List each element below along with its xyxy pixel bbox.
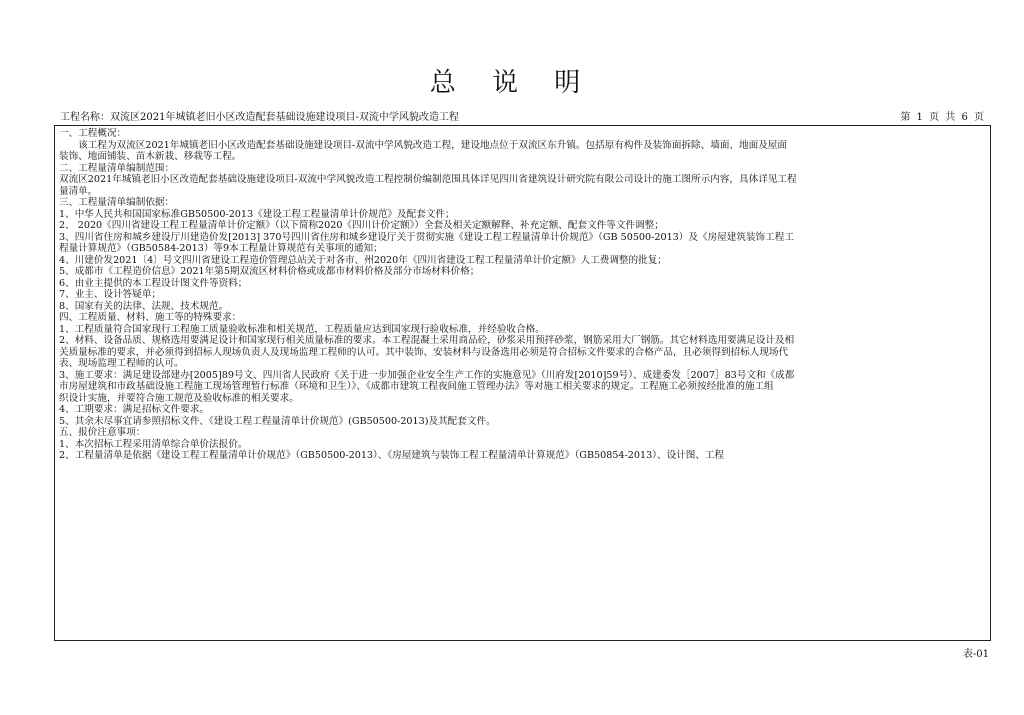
header-row — [60, 111, 984, 125]
content-line: 一、工程概况： — [59, 128, 127, 139]
content-line: 程量计算规范》（GB50584-2013）等9本工程量计算规范有关事项的通知； — [59, 243, 383, 254]
content-line: 三、工程量清单编制依据： — [59, 197, 175, 208]
content-line: 4、川建价发2021〔4〕号文四川省建设工程造价管理总站关于对各市、州2020年《四川省建设工程工程量清单计价定额》人工费调整的批复； — [59, 254, 667, 266]
content-line: 4、工期要求：满足招标文件要求。 — [59, 404, 210, 415]
content-line: 7、业主、设计答疑单； — [59, 289, 162, 300]
content-line: 织设计实施，并要符合施工规范及验收标准的相关要求。 — [59, 392, 299, 404]
content-line: 3、施工要求：满足建设部建办[2005]89号文、四川省人民政府《关于进一步加强企业安全生产工作的实施意见》（川府发[2010]59号）、成建委发［2007］83号文和《成都 — [59, 369, 795, 381]
content-line: 四、工程质量、材料、施工等的特殊要求： — [59, 312, 242, 323]
content-line: 2、工程量清单是依据《建设工程工程量清单计价规范》（GB50500-2013）、《房屋建筑与装饰工程工程量清单计算规范》（GB50854-2013）、设计图、工程 — [59, 450, 725, 461]
content-line: 2、材料、设备品质、规格选用要满足设计和国家现行相关质量标准的要求。本工程混凝土采用商品砼，砂浆采用预拌砂浆，钢筋采用大厂钢筋。其它材料选用要满足设计及相 — [59, 335, 795, 346]
content-line: 量清单。 — [59, 185, 98, 197]
content-line: 8、国家有关的法律、法规、技术规范。 — [59, 300, 229, 312]
content-line: 双流区2021年城镇老旧小区改造配套基础设施建设项目-双流中学风貌改造工程控制价编制范围具体详见四川省建筑设计研究院有限公司设计的施工图所示内容，具体详见工程 — [59, 174, 797, 185]
content-line: 5、其余未尽事宜请参照招标文件、《建设工程工程量清单计价规范》(GB50500-2013)及其配套文件。 — [59, 415, 496, 427]
content-line: 1、中华人民共和国国家标准GB50500-2013《建设工程工程量清单计价规范》及配套文件； — [59, 208, 455, 220]
description-content — [59, 128, 986, 462]
description-box — [54, 125, 991, 641]
content-line: 6、由业主提供的本工程设计图文件等资料； — [59, 277, 248, 289]
content-line: 装饰、地面铺装、苗木新栽、移栽等工程。 — [59, 151, 242, 162]
content-line: 二、工程量清单编制范围： — [59, 162, 175, 174]
content-line: 1、工程质量符合国家现行工程施工质量验收标准和相关规范，工程质量应达到国家现行验收标准，并经验收合格。 — [59, 323, 545, 335]
content-line: 1、本次招标工程采用清单综合单价法报价。 — [59, 438, 248, 450]
content-line: 关质量标准的要求，并必须得到招标人现场负责人及现场监理工程师的认可。其中装饰、安装材料与设备选用必须是符合招标文件要求的合格产品，且必须得到招标人现场代 — [59, 346, 789, 358]
content-line: 市房屋建筑和市政基础设施工程施工现场管理暂行标准（环境和卫生）》、《成都市建筑工程夜间施工管理办法》等对施工相关要求的规定。工程施工必须按经批准的施工组 — [59, 381, 774, 392]
table-code: 表-01 — [962, 649, 989, 660]
page-info: 第 1 页 共 6 页 — [900, 112, 984, 123]
content-line: 该工程为双流区2021年城镇老旧小区改造配套基础设施建设项目-双流中学风貌改造工程，建设地点位于双流区东升镇。包括原有构件及装饰面拆除、墙面、地面及屋面 — [59, 139, 787, 151]
content-line: 五、报价注意事项： — [59, 427, 146, 438]
content-line: 5、成都市《工程造价信息》2021年第5期双流区材料价格或成都市材料价格及部分市场材料价格； — [59, 266, 480, 277]
content-line: 2、 2020《四川省建设工程工程量清单计价定额》（以下简称2020《四川计价定额》）全套及相关定额解释、补充定额、配套文件等文件调整； — [59, 220, 664, 231]
content-line: 表、现场监理工程师的认可。 — [59, 358, 184, 369]
document-title: 总 说 明 — [429, 68, 595, 98]
project-name: 工程名称：双流区2021年城镇老旧小区改造配套基础设施建设项目-双流中学风貌改造工程 — [60, 112, 459, 123]
content-line: 3、四川省住房和城乡建设厅川建造价发[2013] 370号四川省住房和城乡建设厅关于贯彻实施《建设工程工程量清单计价规范》（GB 50500-2013）及《房屋建筑装饰工程工 — [59, 231, 794, 243]
